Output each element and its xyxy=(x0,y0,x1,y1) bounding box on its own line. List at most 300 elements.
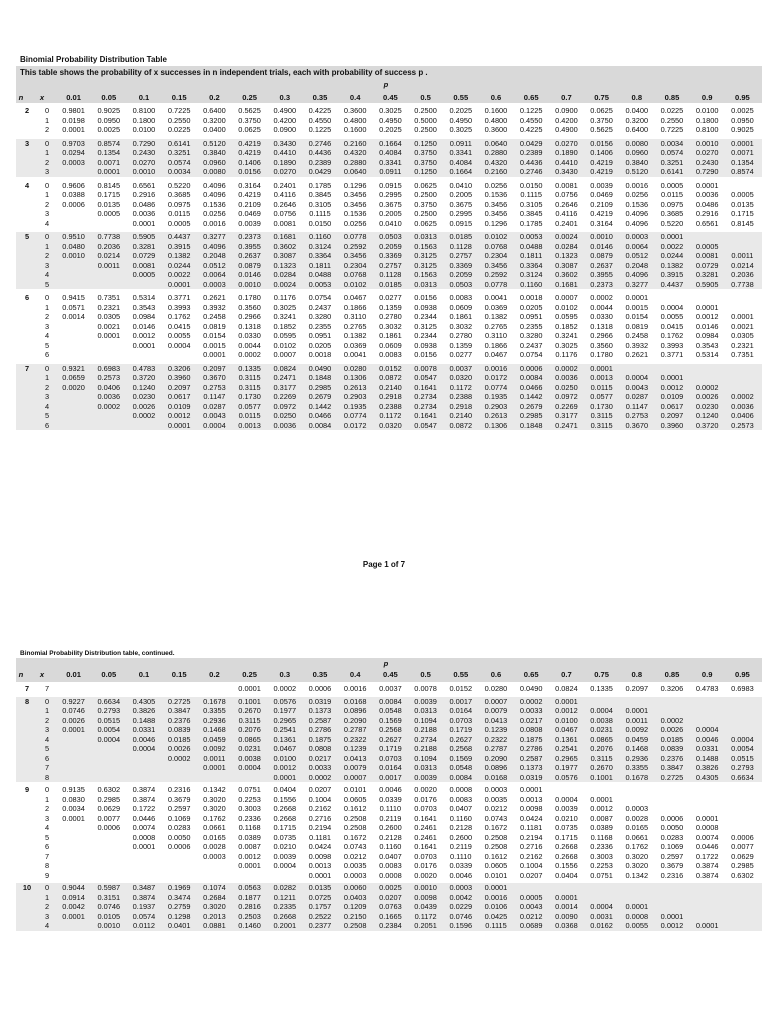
probability-cell: 0.0006 xyxy=(97,823,121,832)
table-row xyxy=(16,871,762,881)
probability-cell: 0.0011 xyxy=(203,753,226,763)
probability-cell: 0.0025 xyxy=(97,125,121,134)
probability-cell: 0.0002 xyxy=(555,363,578,373)
table-row xyxy=(16,421,762,431)
probability-cell: 0.2592 xyxy=(343,241,367,251)
probability-cell: 0.0503 xyxy=(449,279,473,289)
probability-cell: 0.0283 xyxy=(167,823,191,832)
table-row xyxy=(16,883,762,893)
probability-cell: 0.0006 xyxy=(660,813,684,823)
probability-cell: 0.0005 xyxy=(167,218,191,228)
probability-cell: 0.1861 xyxy=(379,331,402,340)
probability-cell: 0.1877 xyxy=(238,892,261,902)
probability-cell: 0.0010 xyxy=(97,921,121,930)
probability-cell: 0.2918 xyxy=(449,401,473,411)
probability-cell: 0.0109 xyxy=(167,401,191,411)
x-value: 6 xyxy=(44,420,50,430)
probability-cell: 0.3720 xyxy=(132,373,156,382)
probability-cell: 0.0077 xyxy=(731,842,754,851)
probability-cell: 0.3251 xyxy=(167,148,191,157)
probability-cell: 0.1004 xyxy=(519,861,543,870)
probability-cell: 0.0407 xyxy=(379,851,402,861)
table-row xyxy=(16,383,762,393)
x-value: 6 xyxy=(44,350,50,359)
probability-cell: 0.3364 xyxy=(308,251,332,260)
probability-cell: 0.1800 xyxy=(695,115,719,125)
x-value: 0 xyxy=(44,696,50,706)
probability-cell: 0.0751 xyxy=(238,785,261,794)
probability-cell: 0.2355 xyxy=(308,321,332,331)
probability-cell: 0.0010 xyxy=(590,232,613,241)
probability-cell: 0.2793 xyxy=(731,763,754,772)
table-row xyxy=(16,148,762,158)
probability-cell: 0.2188 xyxy=(414,725,437,734)
probability-cell: 0.0012 xyxy=(273,763,297,772)
probability-cell: 0.0050 xyxy=(167,832,191,842)
table-row xyxy=(16,804,762,814)
probability-cell: 0.0467 xyxy=(555,725,578,734)
probability-cell: 0.1852 xyxy=(273,321,297,331)
probability-cell: 0.7738 xyxy=(97,232,121,241)
probability-cell: 0.0230 xyxy=(695,401,719,411)
probability-cell: 0.4950 xyxy=(449,115,473,125)
table-row xyxy=(16,350,762,360)
probability-cell: 0.1848 xyxy=(519,420,543,430)
probability-cell: 0.0004 xyxy=(97,734,121,744)
probability-cell: 0.2541 xyxy=(273,725,297,734)
probability-cell: 0.0625 xyxy=(238,125,261,134)
probability-cell: 0.2150 xyxy=(343,911,367,921)
x-value: 3 xyxy=(44,911,50,921)
probability-cell: 0.1147 xyxy=(625,401,648,411)
probability-cell: 0.0012 xyxy=(660,921,684,930)
probability-cell: 0.2119 xyxy=(379,813,402,823)
probability-cell: 0.3750 xyxy=(414,148,437,157)
probability-cell: 0.1004 xyxy=(308,794,332,804)
probability-cell: 0.0950 xyxy=(731,115,754,125)
probability-cell: 0.0467 xyxy=(273,744,297,753)
table-row xyxy=(16,125,762,135)
probability-cell: 0.0010 xyxy=(414,883,437,892)
probability-cell: 0.0625 xyxy=(414,180,437,190)
probability-cell: 0.2541 xyxy=(555,744,578,753)
probability-cell: 0.1160 xyxy=(379,842,402,851)
probability-cell: 0.3602 xyxy=(555,270,578,279)
probability-cell: 0.0008 xyxy=(379,870,402,880)
probability-cell: 0.0975 xyxy=(660,199,684,209)
probability-cell: 0.0046 xyxy=(379,785,402,794)
probability-cell: 0.0010 xyxy=(238,279,261,289)
probability-cell: 0.3025 xyxy=(379,106,402,115)
probability-cell: 0.2725 xyxy=(660,772,684,782)
probability-cell: 0.4116 xyxy=(555,209,578,218)
probability-cell: 0.3200 xyxy=(203,115,226,125)
probability-cell: 0.1715 xyxy=(273,823,297,832)
probability-cell: 0.0548 xyxy=(449,763,473,772)
probability-cell: 0.0043 xyxy=(203,411,226,420)
probability-cell: 0.0512 xyxy=(625,251,649,260)
probability-cell: 0.1800 xyxy=(132,115,156,125)
probability-cell: 0.0746 xyxy=(449,911,473,921)
probability-cell: 0.2765 xyxy=(343,321,367,331)
probability-cell: 0.1342 xyxy=(203,785,226,794)
probability-cell: 0.0768 xyxy=(343,270,367,279)
probability-cell: 0.0101 xyxy=(343,785,367,794)
probability-cell: 0.0041 xyxy=(484,293,508,302)
probability-cell: 0.1250 xyxy=(414,138,437,148)
probability-cell: 0.1115 xyxy=(485,921,507,930)
probability-cell: 0.0026 xyxy=(660,725,684,734)
probability-cell: 0.3474 xyxy=(167,892,191,902)
page1-p-header: 0.45 xyxy=(383,93,398,102)
probability-cell: 0.2965 xyxy=(273,715,297,725)
probability-cell: 0.2109 xyxy=(590,199,613,209)
probability-cell: 0.2316 xyxy=(660,870,684,880)
probability-cell: 0.2550 xyxy=(167,115,191,125)
page1-p-header: 0.85 xyxy=(664,93,680,102)
probability-cell: 0.1678 xyxy=(203,696,226,706)
page2-p-header: 0.25 xyxy=(242,670,257,679)
page2-p-header: 0.35 xyxy=(312,670,328,679)
table-row xyxy=(16,921,762,931)
probability-cell: 0.3032 xyxy=(449,321,473,331)
page1-p-header: 0.01 xyxy=(66,93,81,102)
probability-cell: 0.2013 xyxy=(203,911,226,921)
probability-cell: 0.0488 xyxy=(308,270,332,279)
probability-cell: 0.0574 xyxy=(167,157,191,167)
probability-cell: 0.5987 xyxy=(97,883,121,892)
probability-cell: 0.0037 xyxy=(449,363,473,373)
probability-cell: 0.0207 xyxy=(308,785,332,794)
page2-p-header: 0.01 xyxy=(66,670,81,679)
probability-cell: 0.1866 xyxy=(343,302,367,312)
probability-cell: 0.0938 xyxy=(414,302,437,312)
probability-cell: 0.4436 xyxy=(308,148,332,157)
probability-cell: 0.0036 xyxy=(273,420,297,430)
probability-cell: 0.0001 xyxy=(660,232,684,241)
probability-cell: 0.4084 xyxy=(449,157,473,167)
table-row xyxy=(16,331,762,341)
probability-cell: 0.0229 xyxy=(449,902,473,911)
table-row xyxy=(16,373,762,383)
probability-cell: 0.0022 xyxy=(167,270,191,279)
probability-cell: 0.4219 xyxy=(590,157,613,167)
probability-cell: 0.0087 xyxy=(238,842,261,851)
probability-cell: 0.2746 xyxy=(519,167,543,176)
probability-cell: 0.0185 xyxy=(379,279,402,289)
probability-cell: 0.0250 xyxy=(555,382,578,392)
probability-cell: 0.0012 xyxy=(132,331,156,340)
probability-cell: 0.0001 xyxy=(132,340,156,350)
probability-cell: 0.2734 xyxy=(414,401,437,411)
table-row xyxy=(16,744,762,754)
probability-cell: 0.4096 xyxy=(625,270,649,279)
probability-cell: 0.3430 xyxy=(555,167,578,176)
probability-cell: 0.0001 xyxy=(62,125,85,134)
probability-cell: 0.0013 xyxy=(238,420,261,430)
probability-cell: 0.0256 xyxy=(343,218,367,228)
probability-cell: 0.1563 xyxy=(414,241,437,251)
table-row xyxy=(16,293,762,303)
probability-cell: 0.5120 xyxy=(203,138,226,148)
probability-cell: 0.1785 xyxy=(519,218,543,228)
probability-cell: 0.3020 xyxy=(203,794,226,804)
probability-cell: 0.0079 xyxy=(484,706,508,715)
probability-cell: 0.1672 xyxy=(343,832,367,842)
probability-cell: 0.0004 xyxy=(590,706,613,715)
probability-cell: 0.0778 xyxy=(343,232,367,241)
x-value: 3 xyxy=(44,392,50,401)
probability-cell: 0.0001 xyxy=(625,293,649,302)
probability-cell: 0.0231 xyxy=(590,725,613,734)
probability-cell: 0.0168 xyxy=(484,772,508,782)
probability-cell: 0.0609 xyxy=(449,302,473,312)
probability-cell: 0.0039 xyxy=(555,804,578,813)
probability-cell: 0.0115 xyxy=(168,209,191,218)
table-row xyxy=(16,219,762,229)
probability-cell: 0.2500 xyxy=(414,190,437,199)
probability-cell: 0.3960 xyxy=(167,373,191,382)
probability-cell: 0.0207 xyxy=(379,892,402,902)
probability-cell: 0.0617 xyxy=(660,401,684,411)
probability-cell: 0.2458 xyxy=(203,312,226,321)
probability-cell: 0.0036 xyxy=(97,392,121,401)
probability-cell: 0.6561 xyxy=(132,180,156,190)
probability-cell: 0.3915 xyxy=(167,241,191,251)
probability-cell: 0.2966 xyxy=(590,331,613,340)
probability-cell: 0.4305 xyxy=(695,772,719,782)
probability-cell: 0.1225 xyxy=(519,106,543,115)
x-value: 4 xyxy=(44,331,50,340)
probability-cell: 0.0571 xyxy=(62,302,85,312)
probability-cell: 0.4437 xyxy=(167,232,191,241)
probability-cell: 0.3369 xyxy=(379,251,402,260)
probability-cell: 0.5000 xyxy=(414,115,437,125)
probability-cell: 0.0004 xyxy=(625,373,649,382)
probability-cell: 0.2109 xyxy=(238,199,261,209)
probability-cell: 0.1715 xyxy=(731,209,754,218)
probability-cell: 0.0763 xyxy=(379,902,402,911)
probability-cell: 0.0001 xyxy=(695,921,719,930)
probability-cell: 0.0006 xyxy=(167,842,191,851)
probability-cell: 0.0043 xyxy=(519,902,543,911)
probability-cell: 0.1298 xyxy=(167,911,191,921)
probability-cell: 0.3750 xyxy=(414,157,437,167)
probability-cell: 0.3826 xyxy=(132,706,156,715)
probability-cell: 0.2471 xyxy=(555,420,578,430)
probability-cell: 0.0017 xyxy=(449,696,473,706)
probability-cell: 0.0001 xyxy=(555,892,578,902)
probability-cell: 0.2336 xyxy=(590,842,613,851)
x-value: 5 xyxy=(44,832,50,842)
probability-cell: 0.0004 xyxy=(167,340,191,350)
probability-cell: 0.0400 xyxy=(203,125,226,134)
probability-cell: 0.0404 xyxy=(273,785,297,794)
probability-cell: 0.1719 xyxy=(449,725,473,734)
x-value: 0 xyxy=(44,180,50,190)
probability-cell: 0.2716 xyxy=(308,813,332,823)
x-value: 3 xyxy=(44,813,50,823)
probability-cell: 0.0001 xyxy=(695,813,719,823)
probability-cell: 0.2253 xyxy=(238,794,261,804)
probability-cell: 0.0282 xyxy=(273,883,297,892)
probability-cell: 0.2430 xyxy=(132,148,156,157)
probability-cell: 0.1361 xyxy=(555,734,578,744)
probability-cell: 0.0162 xyxy=(590,921,613,930)
page1-p-header: 0.55 xyxy=(453,93,469,102)
probability-cell: 0.1641 xyxy=(414,813,437,823)
x-value: 5 xyxy=(44,279,50,289)
probability-cell: 0.5625 xyxy=(590,125,613,134)
probability-cell: 0.0005 xyxy=(519,892,543,902)
probability-cell: 0.0486 xyxy=(132,199,156,209)
probability-cell: 0.0083 xyxy=(379,350,402,359)
probability-cell: 0.0319 xyxy=(519,772,543,782)
page2-p-header: 0.5 xyxy=(420,670,431,679)
probability-cell: 0.1382 xyxy=(484,312,508,321)
probability-cell: 0.1296 xyxy=(484,218,508,228)
probability-cell: 0.4783 xyxy=(695,684,719,693)
probability-cell: 0.0146 xyxy=(590,241,613,251)
probability-cell: 0.0369 xyxy=(484,302,508,312)
probability-cell: 0.0879 xyxy=(590,251,613,260)
probability-cell: 0.3281 xyxy=(132,241,156,251)
probability-cell: 0.8574 xyxy=(97,138,121,148)
probability-cell: 0.2500 xyxy=(414,106,437,115)
page2-p-header: 0.85 xyxy=(664,670,680,679)
probability-cell: 0.1209 xyxy=(343,902,367,911)
probability-cell: 0.2160 xyxy=(484,167,508,176)
probability-cell: 0.1569 xyxy=(379,715,402,725)
probability-cell: 0.0016 xyxy=(203,218,226,228)
probability-cell: 0.1556 xyxy=(273,794,297,804)
probability-cell: 0.2637 xyxy=(238,251,261,260)
probability-cell: 0.9703 xyxy=(62,138,85,148)
probability-cell: 0.0609 xyxy=(379,340,402,350)
x-value: 1 xyxy=(44,190,50,199)
probability-cell: 0.1094 xyxy=(414,753,437,763)
probability-cell: 0.0026 xyxy=(695,392,719,401)
n-value: 3 xyxy=(24,138,30,148)
probability-cell: 0.0156 xyxy=(590,138,613,148)
probability-cell: 0.2734 xyxy=(414,392,437,401)
probability-cell: 0.2336 xyxy=(238,813,261,823)
probability-cell: 0.1641 xyxy=(414,842,437,851)
table-row xyxy=(16,411,762,421)
probability-cell: 0.0984 xyxy=(695,331,719,340)
probability-cell: 0.0768 xyxy=(484,241,508,251)
n-value: 8 xyxy=(24,696,30,706)
probability-cell: 0.0403 xyxy=(343,892,367,902)
probability-cell: 0.0225 xyxy=(660,106,684,115)
probability-cell: 0.0081 xyxy=(273,218,297,228)
probability-cell: 0.0225 xyxy=(167,125,191,134)
probability-cell: 0.0467 xyxy=(343,293,367,302)
p-label: p xyxy=(383,80,389,89)
n-column-header: n xyxy=(18,93,24,102)
probability-cell: 0.3105 xyxy=(519,199,543,209)
probability-cell: 0.2508 xyxy=(343,921,367,930)
probability-cell: 0.0154 xyxy=(625,312,649,321)
probability-cell: 0.0439 xyxy=(414,902,437,911)
probability-cell: 0.3685 xyxy=(660,209,684,218)
probability-cell: 0.0092 xyxy=(625,725,649,734)
probability-cell: 0.0277 xyxy=(449,350,473,359)
table-row xyxy=(16,785,762,795)
probability-cell: 0.0330 xyxy=(238,331,261,340)
probability-cell: 0.0001 xyxy=(660,911,684,921)
probability-cell: 0.0074 xyxy=(695,832,719,842)
probability-cell: 0.3932 xyxy=(625,340,649,350)
probability-cell: 0.1160 xyxy=(449,813,472,823)
probability-cell: 0.3750 xyxy=(238,115,261,125)
probability-cell: 0.2437 xyxy=(519,340,543,350)
probability-cell: 0.0046 xyxy=(695,734,719,744)
probability-cell: 0.0410 xyxy=(379,218,402,228)
probability-cell: 0.1382 xyxy=(343,331,367,340)
probability-cell: 0.0154 xyxy=(203,331,226,340)
probability-cell: 0.0038 xyxy=(238,753,261,763)
page2-p-header: 0.1 xyxy=(138,670,150,679)
page1-p-header: 0.8 xyxy=(631,93,643,102)
probability-cell: 0.0024 xyxy=(555,232,578,241)
probability-cell: 0.3670 xyxy=(625,420,649,430)
probability-cell: 0.0006 xyxy=(62,199,85,209)
probability-cell: 0.0872 xyxy=(449,420,473,430)
probability-cell: 0.1890 xyxy=(273,157,297,167)
table-row xyxy=(16,139,762,149)
probability-cell: 0.0074 xyxy=(132,823,156,832)
probability-cell: 0.0037 xyxy=(379,684,402,693)
probability-cell: 0.2508 xyxy=(484,832,508,842)
probability-cell: 0.3087 xyxy=(555,260,578,270)
probability-cell: 0.0313 xyxy=(414,706,437,715)
probability-cell: 0.0039 xyxy=(273,851,297,861)
probability-cell: 0.0002 xyxy=(167,753,191,763)
x-value: 7 xyxy=(44,851,50,861)
probability-cell: 0.2880 xyxy=(484,148,508,157)
probability-cell: 0.2471 xyxy=(273,373,297,382)
probability-cell: 0.0135 xyxy=(97,199,121,209)
probability-cell: 0.0071 xyxy=(97,157,121,167)
probability-cell: 0.3750 xyxy=(590,115,613,125)
probability-cell: 0.0005 xyxy=(731,190,754,199)
probability-cell: 0.1354 xyxy=(97,148,121,157)
probability-cell: 0.0824 xyxy=(555,684,578,693)
probability-cell: 0.3993 xyxy=(167,302,191,312)
table-row xyxy=(16,852,762,862)
probability-cell: 0.0280 xyxy=(343,363,367,373)
page1-p-header: 0.75 xyxy=(594,93,609,102)
probability-cell: 0.0563 xyxy=(238,883,261,892)
probability-cell: 0.0055 xyxy=(660,312,684,321)
probability-cell: 0.0446 xyxy=(695,842,719,851)
probability-cell: 0.3355 xyxy=(625,763,649,772)
probability-cell: 0.0035 xyxy=(484,794,508,804)
probability-cell: 0.0025 xyxy=(731,106,754,115)
probability-cell: 0.0100 xyxy=(273,753,297,763)
probability-cell: 0.1681 xyxy=(555,279,578,289)
page2-p-header: 0.7 xyxy=(561,670,572,679)
x-value: 3 xyxy=(44,209,50,218)
page2-p-header: 0.9 xyxy=(701,670,713,679)
n-value: 5 xyxy=(24,232,30,241)
probability-cell: 0.1176 xyxy=(555,350,578,359)
probability-cell: 0.0004 xyxy=(273,861,297,870)
probability-cell: 0.2128 xyxy=(449,823,473,832)
probability-cell: 0.0016 xyxy=(343,684,367,693)
probability-cell: 0.1361 xyxy=(273,734,297,744)
